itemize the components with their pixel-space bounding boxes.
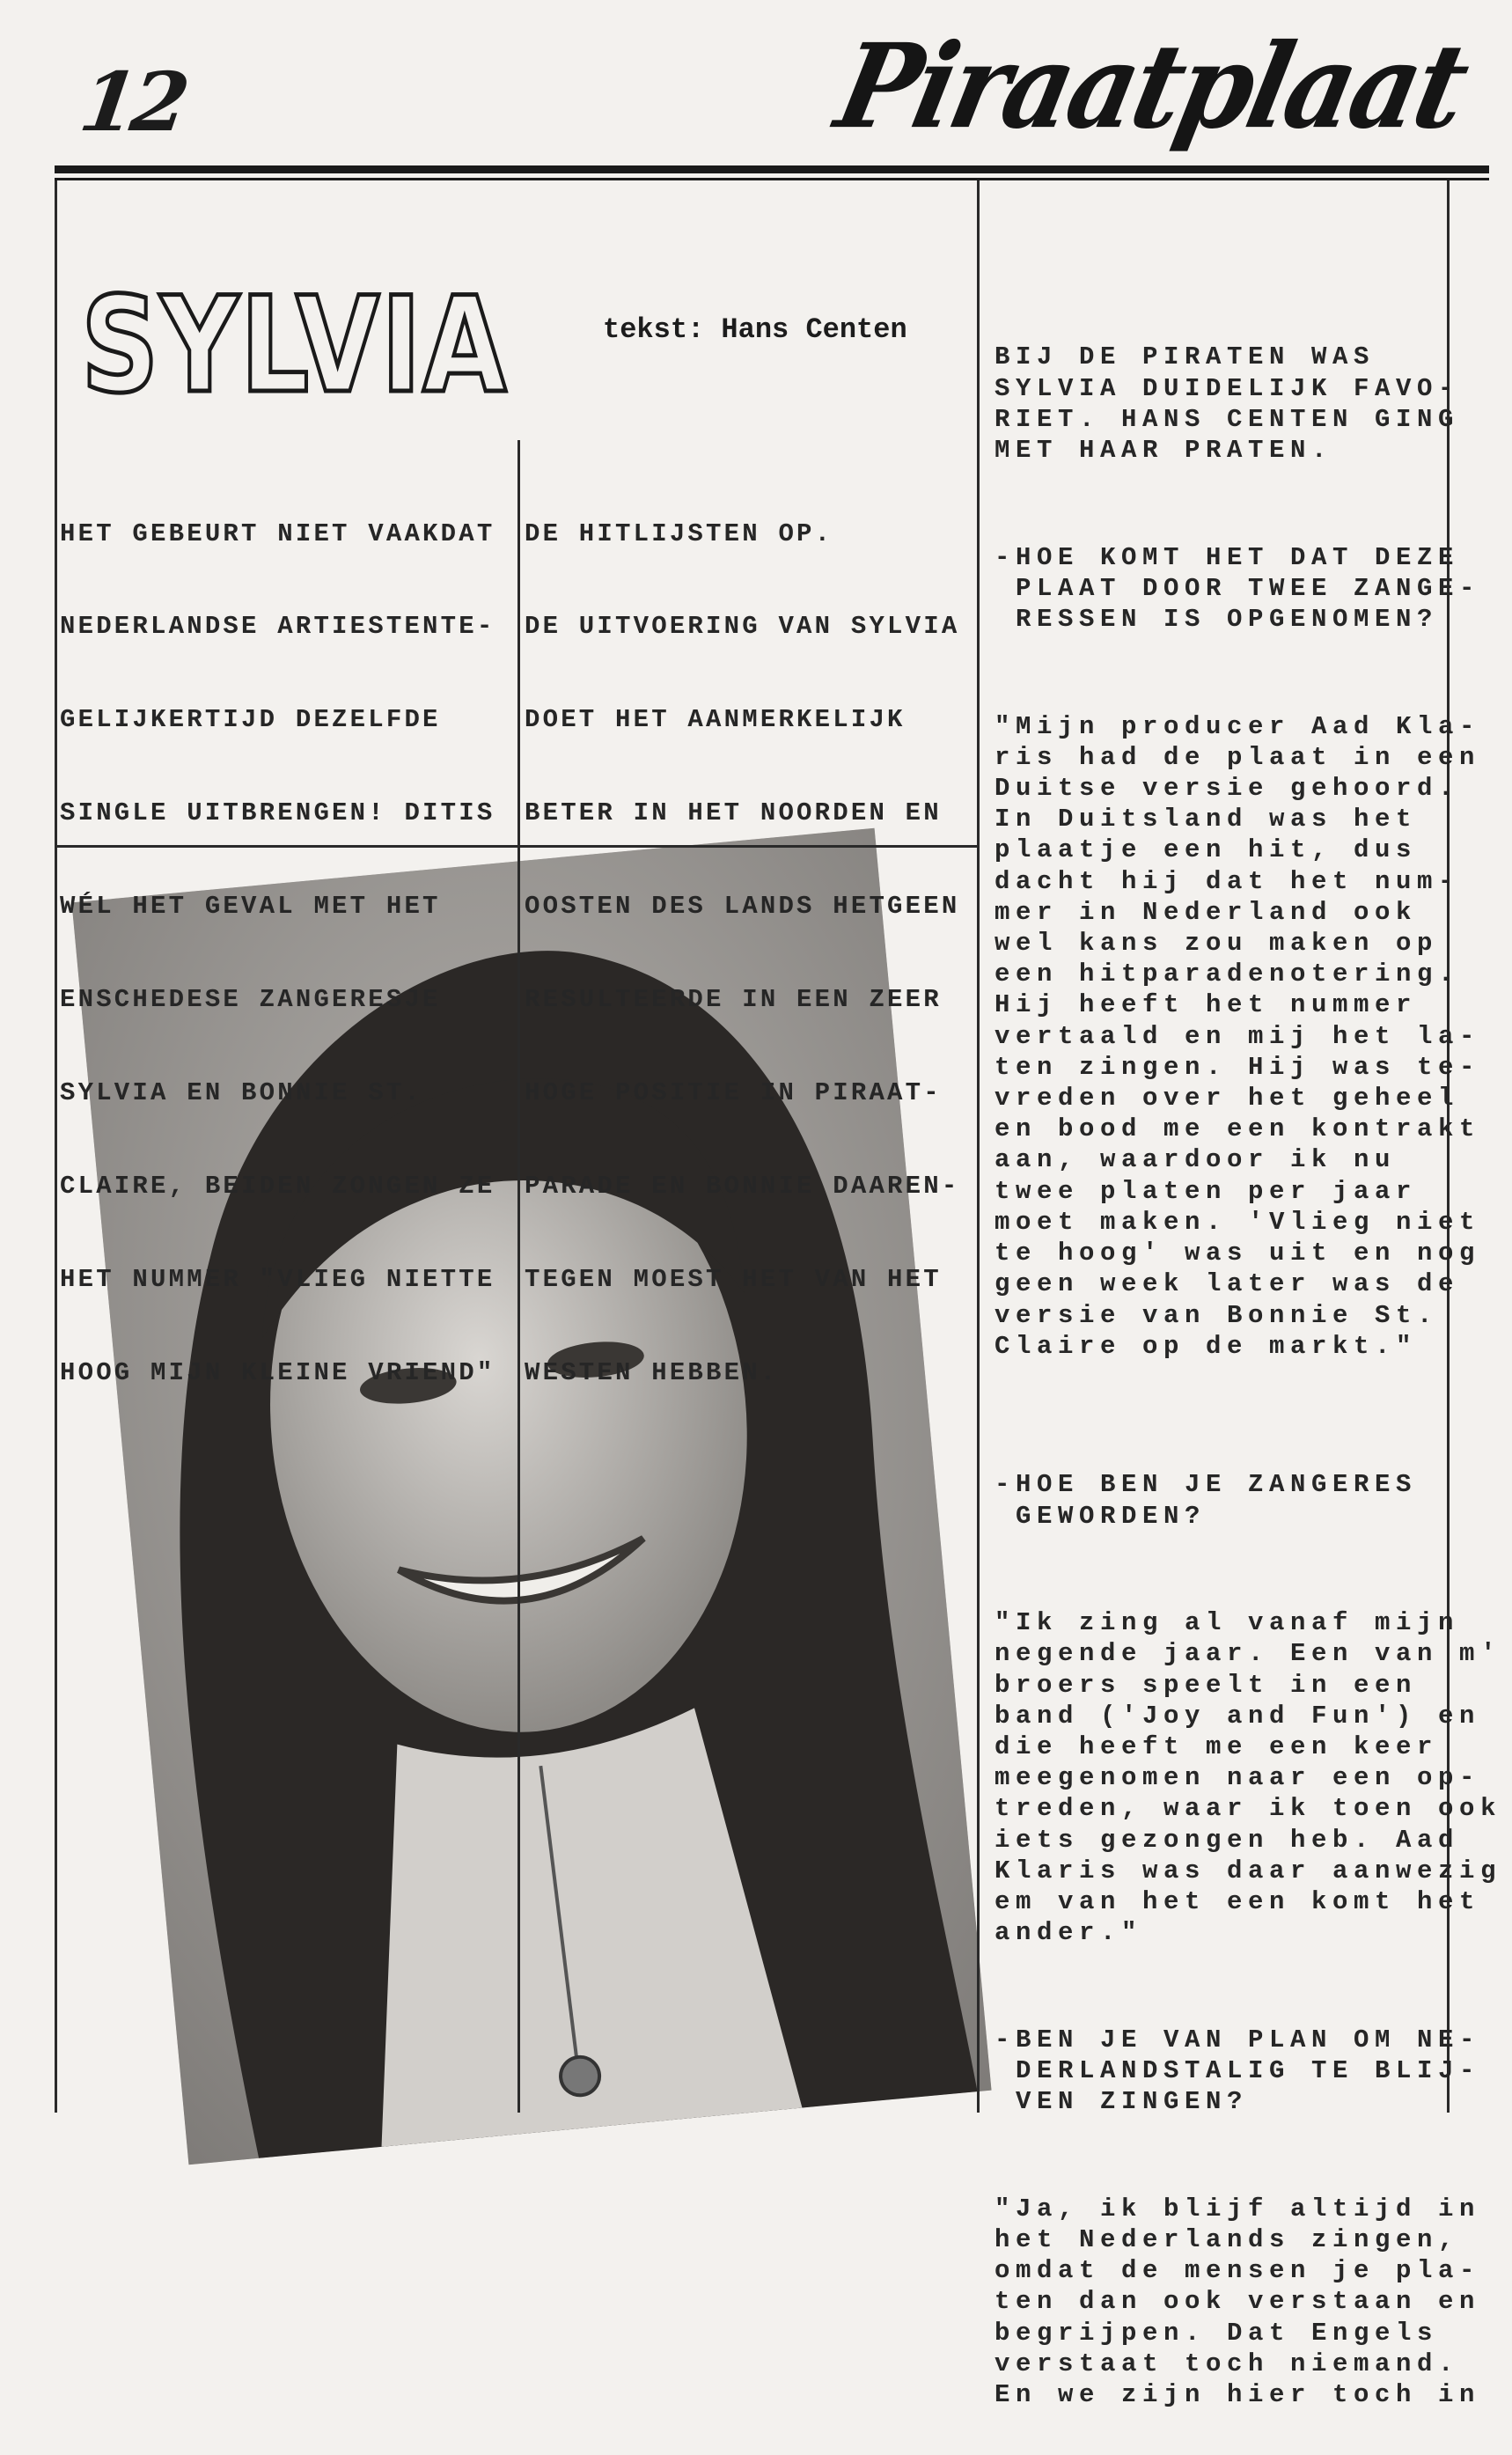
- column-divider-1: [517, 440, 520, 2113]
- text-line: WESTEN HEBBEN.: [525, 1357, 779, 1387]
- article-byline: tekst: Hans Centen: [603, 313, 907, 346]
- interview-answer: "Ik zing al vanaf mijn negende jaar. Een van m' broers speelt in een band ('Joy and Fun') en die heeft me een keer meegenomen naar een op- treden, waar ik toen ook iets gezongen heb. Aad Klaris was daar aanwezig em van het een komt het ander.": [995, 1608, 1502, 1948]
- text-line: DOET HET AANMERKELIJK: [525, 705, 906, 735]
- article-headline: SYLVIA: [81, 269, 509, 423]
- text-line: DE UITVOERING VAN SYLVIA: [525, 612, 960, 642]
- text-line: HET GEBEURT NIET VAAKDAT: [60, 518, 495, 548]
- frame-left-border: [55, 180, 57, 2113]
- page-number: 12: [74, 55, 190, 150]
- text-line: GELIJKERTIJD DEZELFDE: [60, 705, 441, 735]
- text-line: OOSTEN DES LANDS HETGEEN: [525, 892, 960, 922]
- text-line: NEDERLANDSE ARTIESTENTE-: [60, 612, 495, 642]
- article-column-1: [60, 456, 509, 1419]
- text-line: TEGEN MOEST HET VAN HET: [525, 1264, 942, 1294]
- column-divider-2: [977, 180, 980, 2113]
- interview-answer: "Ja, ik blijf altijd in het Nederlands zingen, omdat de mensen je pla- ten dan ook verstaan en begrijpen. Dat Engels verstaat toch niemand. En we zijn hier toch in: [995, 2194, 1481, 2409]
- interview-question: -BEN JE VAN PLAN OM NE- DERLANDSTALIG TE BLIJ- VEN ZINGEN?: [995, 2025, 1481, 2117]
- text-line: SINGLE UITBRENGEN! DITIS: [60, 798, 495, 828]
- text-line: PARADE EN BONNIE DAAREN-: [525, 1171, 960, 1201]
- text-line: RESULTEERDE IN EEN ZEER: [525, 985, 942, 1015]
- interview-question: -HOE BEN JE ZANGERES GEWORDEN?: [995, 1470, 1418, 1531]
- text-line: HOOG MIJN KLEINE VRIEND": [60, 1357, 495, 1387]
- masthead-logo: Piraatplaat: [826, 18, 1477, 156]
- text-line: ENSCHEDESE ZANGERESJE: [60, 985, 441, 1015]
- header-rule-thin: [55, 178, 1489, 180]
- text-line: DE HITLIJSTEN OP.: [525, 518, 833, 548]
- text-line: HET NUMMER "VLIEG NIETTE: [60, 1264, 495, 1294]
- text-line: CLAIRE, BEIDEN ZONGEN ZE: [60, 1171, 495, 1201]
- text-line: HOGE POSITIE IN PIRAAT-: [525, 1077, 942, 1107]
- text-line: SYLVIA EN BONNIE ST.: [60, 1077, 423, 1107]
- article-column-3: [995, 280, 1501, 2455]
- interview-answer: "Mijn producer Aad Kla- ris had de plaat in een Duitse versie gehoord. In Duitsland was het plaatje een hit, dus dacht hij dat het num- mer in Nederland ook wel kans zou maken op een hitparadenotering. Hij heeft het nummer vertaald en mij het la- ten zingen. Hij was te- vreden over het geheel en bood me een kontrakt aan, waardoor ik nu twee platen per jaar moet maken. 'Vlieg niet te hoog' was uit en nog geen week later was de versie van Bonnie St. Claire op de markt.": [995, 711, 1481, 1361]
- intro-paragraph: BIJ DE PIRATEN WAS SYLVIA DUIDELIJK FAVO- RIET. HANS CENTEN GING MET HAAR PRATEN.: [995, 342, 1460, 466]
- header-rule: [55, 165, 1489, 173]
- text-line: BETER IN HET NOORDEN EN: [525, 798, 942, 828]
- text-line: WÉL HET GEVAL MET HET: [60, 892, 441, 922]
- article-column-2: [525, 456, 973, 1419]
- interview-question: -HOE KOMT HET DAT DEZE PLAAT DOOR TWEE ZANGE- RESSEN IS OPGENOMEN?: [995, 542, 1481, 635]
